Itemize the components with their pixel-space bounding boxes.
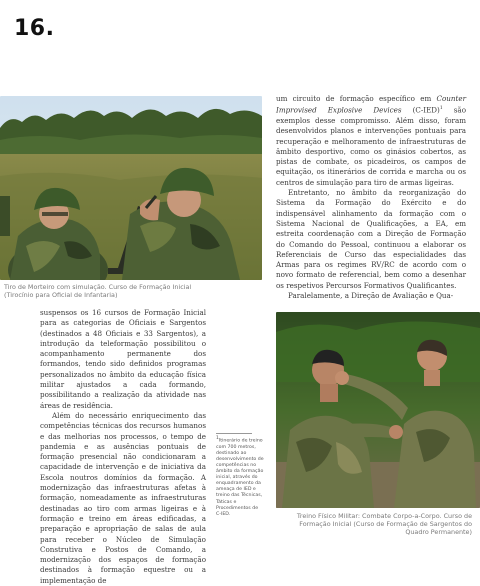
left-column-text xyxy=(40,308,206,586)
caption-line: Tiro de Morteiro com simulação. Curso de Formação Inicial xyxy=(4,283,192,291)
footnote xyxy=(216,436,264,518)
paragraph: um circuito de formação específico em Counter Improvised Explosive Devices (C-IED)$^1$ são exemplos desse compromisso. Além disso, foram desenvolvidos planos e intervenções pontuais para recuperação e melhoramento de infraestruturas de âmbito desportivo, como os ginásios cobertos, as pistas de combate, os picadeiros, os campos de equitação, os itinerários de corrida e marcha ou os centros de simulação para tiro de armas ligeiras. xyxy=(276,94,466,187)
mortar-photo-caption xyxy=(4,283,262,299)
paragraph: Paralelamente, a Direção de Avaliação e Qua- xyxy=(288,291,454,301)
combat-training-photo xyxy=(276,312,480,508)
right-column-text xyxy=(276,94,466,301)
page-number: 16. xyxy=(14,16,55,41)
mortar-training-photo xyxy=(0,96,262,280)
paragraph: Entretanto, no âmbito da reorganização do Sistema da Formação do Exército e do indispensável alinhamento da formação com o Sistema Nacional de Qualificações, a EA, em estreita coordenação com a Direção de Formação do Comando do Pessoal, continuou a elaborar os Referenciais de Curso das especialidades das Armas para os regimes RV/RC de acordo com o novo formato de referencial, bem como a desenhar os respetivos Percursos Formativos Qualificantes. xyxy=(276,188,466,290)
footnote-number: 1 xyxy=(216,436,219,441)
paragraph: Além do necessário enriquecimento das competências técnicas dos recursos humanos e das melhorias nos processos, o tempo de pandemia e as ausências pontuais de formação presencial não condicionaram a capacidade de intervenção e de iniciativa da Escola noutros domínios da formação. A modernização das infraestruturas afetas à formação, nomeadamente as infraestruturas destinadas ao tiro com armas ligeiras e à formação e treino em áreas edificadas, a preparação e apropriação de salas de aula para receber o Núcleo de Simulação Construtiva e Postos de Comando, a modernização dos espaços de formação destinados à formação equestre ou a implementação de xyxy=(40,410,206,585)
combat-photo-caption xyxy=(270,512,472,536)
caption-line: (Tirocínio para Oficial de Infantaria) xyxy=(4,291,118,299)
footnote-reference: 1 xyxy=(439,106,443,112)
footnote-text: Itinerário de treino com 700 metros, destinado ao desenvolvimento de competências no âmbito da formação inicial, através do enquadramento da ameaça de IED e treino das Técnicas, Táticas e Procedimentos de C-IED. xyxy=(216,438,264,517)
caption-line: Quadro Permanente) xyxy=(405,528,472,536)
paragraph: suspensos os 16 cursos de Formação Inicial para as categorias de Oficiais e Sargentos (destinados a 48 Oficiais e 33 Sargentos), a introdução da teleformação possibilitou o acompanhamento permanente dos formandos, tendo sido definidos programas personalizados no âmbito da educação física militar ajustados a cada formando, possibilitando a realização da atividade nas áreas de residência. xyxy=(40,308,206,410)
footnote-rule xyxy=(216,433,252,434)
caption-line: Formação Inicial (Curso de Formação de Sargentos do xyxy=(299,520,472,528)
caption-line: Treino Físico Militar: Combate Corpo-a-Corpo. Curso de xyxy=(296,512,472,520)
